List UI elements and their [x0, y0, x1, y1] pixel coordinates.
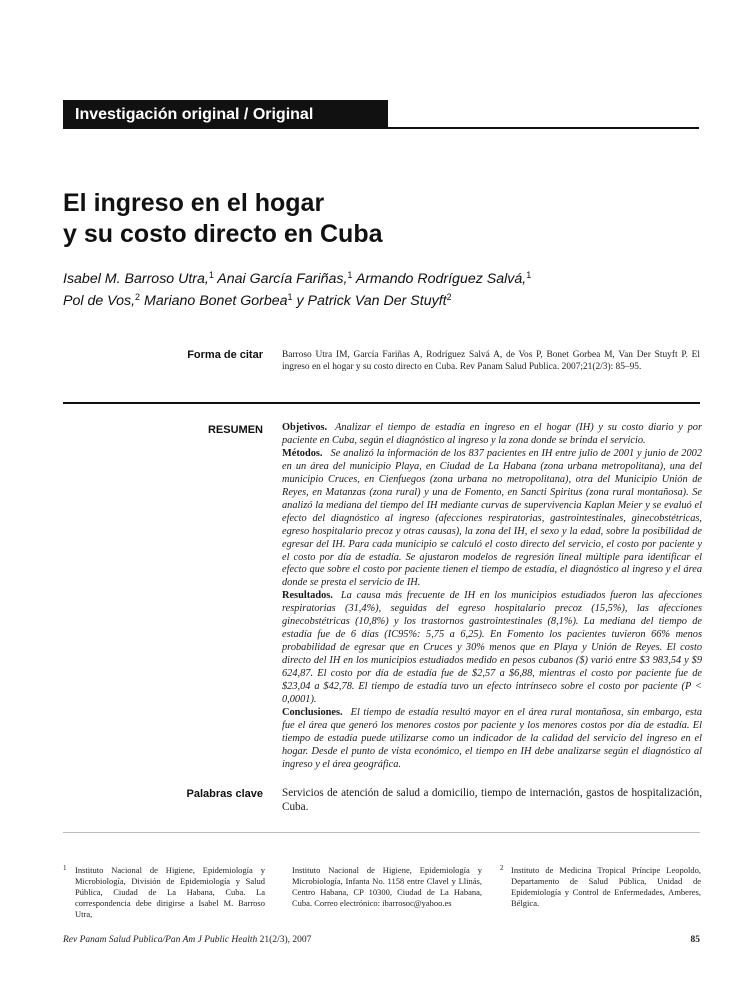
author-name: Pol de Vos, [63, 293, 136, 309]
methods-heading: Métodos. [282, 447, 323, 459]
footnote-1-marker: 1 [63, 864, 67, 872]
author-name: y Patrick Van Der Stuyft [292, 293, 447, 309]
conclusions-heading: Conclusiones. [282, 706, 343, 718]
objectives-text: Analizar el tiempo de estadía en ingreso en el hogar (IH) y su costo diario y por paciente en Cuba, según el diagnóstico al ingreso y la zona donde se brinda el servicio. [282, 422, 702, 446]
abstract-results [282, 590, 702, 707]
abstract-methods [282, 448, 702, 590]
abstract-label: RESUMEN [207, 424, 263, 436]
keywords-text: Servicios de atención de salud a domicilio, tiempo de internación, gastos de hospitalización, Cuba. [282, 787, 702, 813]
author-list [63, 268, 703, 312]
section-banner: Investigación original / Original research [63, 100, 388, 129]
author-name: Isabel M. Barroso Utra, [63, 271, 209, 287]
abstract-body [282, 422, 702, 772]
abstract-objectives [282, 422, 702, 448]
conclusions-text: El tiempo de estadía resultó mayor en el área rural montañosa, sin embargo, esta fue el área que generó los menores costos por paciente y los menores costos por día de estadía. El tiempo de estadía puede utilizarse como un indicador de la calidad del servicio del ingreso en el hogar. Desde el punto de vista económico, el tiempo en IH debe analizarse según el diagnóstico al ingreso y el área geográfica. [282, 706, 702, 770]
objectives-heading: Objetivos. [282, 422, 328, 433]
banner-rule [388, 127, 699, 129]
title-line-1: El ingreso en el hogar [63, 189, 325, 217]
journal-footer [63, 935, 311, 945]
citation-text: Barroso Utra IM, García Fariñas A, Rodríguez Salvá A, de Vos P, Bonet Gorbea M, Van Der Stuyft P. El ingreso en el hogar y su costo directo en Cuba. Rev Panam Salud Publica. 2007;21(2/3): 85–95. [282, 350, 700, 373]
author-name: Armando Rodríguez Salvá, [352, 271, 527, 287]
keywords-label: Palabras clave [186, 788, 263, 800]
title-line-2: y su costo directo en Cuba [63, 220, 383, 248]
results-text: La causa más frecuente de IH en los municipios estudiados fueron las afecciones respiratorias (31,4%), seguidas del egreso hospitalario precoz (15,5%), las afecciones ginecobstétricas (10,8%) y los trastornos gastrointestinales (8,1%). La mediana del tiempo de estadía fue de 6 días (IC95%: 5,75 a 6,25). En Fomento los pacientes tuvieron 66% menos probabilidad de egresar que en Cruces y 30% menos que en Playa y Unión de Reyes. El costo directo del IH en los municipios estudiados medido en pesos cubanos ($) varió entre $3 983,54 y $9 624,87. El costo por día de estadía fue de $2,57 a $6,88, mientras el costo por paciente fue de $23,04 a $42,78. El tiempo de estadía tuvo un efecto intrínseco sobre el costo por paciente (P < 0,0001). [282, 590, 702, 706]
footnote-1-continued: Instituto Nacional de Higiene, Epidemiología y Microbiología, Infanta No. 1158 entre Clavel y Llinás, Centro Habana, CP 10300, Ciudad de La Habana, Cuba. Correo electrónico: ibarrosoc@yahoo.es [292, 865, 482, 908]
journal-issue: 21(2/3), 2007 [257, 935, 312, 945]
abstract-conclusions [282, 707, 702, 772]
affiliation-marker: 1 [208, 270, 214, 280]
methods-text: Se analizó la información de los 837 pacientes en IH entre julio de 2001 y junio de 2002 en un área del municipio Playa, en Ciudad de La Habana (zona urbana metropolitana), una del municipio Cruces, en Cienfuegos (zona urbana no metropolitana), otra del Municipio Unión de Reyes, en Matanzas (zona rural) y una de Fomento, en Sancti Spiritus (zona rural montañosa). Se analizó la mediana del tiempo del IH mediante curvas de supervivencia Kaplan Meier y se evaluó el efecto del diagnóstico al ingreso (afecciones respiratorias, gastrointestinales, ginecobstétricas, egreso hospitalario precoz y otras causas), la zona del IH, el sexo y la edad, sobre la posibilidad de egresar del IH. Para cada municipio se calculó el costo directo del servicio, el costo por paciente y el costo por día de estadía. Se ajustaron modelos de regresión lineal múltiple para identificar el efecto que sobre el costo por paciente tienen el tiempo de estadía, el diagnóstico al ingreso y el área donde se presta el servicio de IH. [282, 447, 702, 589]
affiliation-marker: 2 [135, 292, 141, 302]
results-heading: Resultados. [282, 590, 333, 602]
author-line-2 [63, 290, 703, 312]
page-number: 85 [690, 935, 700, 945]
footnote-2-text: Instituto de Medicina Tropical Príncipe Leopoldo, Departamento de Salud Pública, Unidad de Epidemiología y Control de Enfermedades, Amberes, Bélgica. [511, 865, 701, 908]
footnote-1-text: Instituto Nacional de Higiene, Epidemiología y Microbiología, División de Epidemiología y Salud Pública, Ciudad de La Habana, Cuba. La correspondencia debe dirigirse a Isabel M. Barroso Utra, [75, 865, 265, 919]
citation-label: Forma de citar [187, 349, 263, 361]
author-line-1 [63, 268, 703, 290]
section-divider [63, 402, 700, 404]
journal-name: Rev Panam Salud Publica/Pan Am J Public Health [63, 935, 258, 945]
author-name: Mariano Bonet Gorbea [140, 293, 288, 309]
affiliation-marker: 1 [526, 270, 532, 280]
affiliation-marker: 2 [446, 292, 452, 302]
affiliation-marker: 1 [287, 292, 293, 302]
article-title [63, 188, 663, 250]
footnote-2-marker: 2 [500, 864, 504, 872]
affiliation-marker: 1 [347, 270, 353, 280]
author-name: Anai García Fariñas, [213, 271, 348, 287]
footnote-divider [63, 832, 700, 833]
